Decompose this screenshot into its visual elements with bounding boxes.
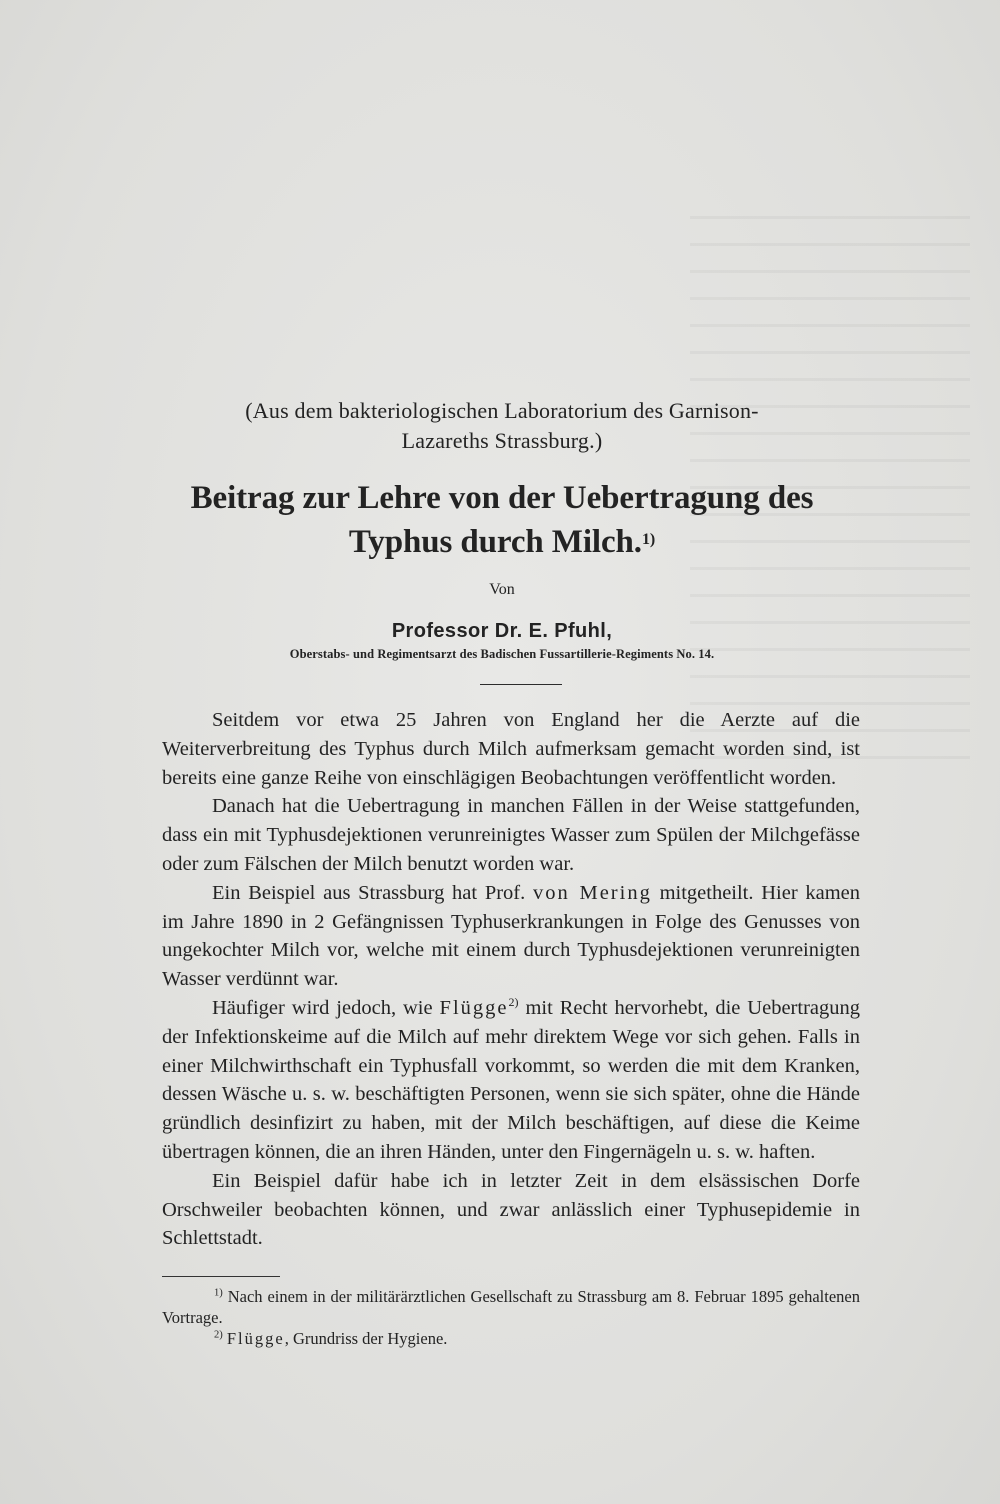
footnote-1-text: Nach einem in der militärärztlichen Gesellschaft zu Strassburg am 8. Februar 1895 gehaltenen Vortrage. <box>162 1287 860 1327</box>
title-footnote-mark: 1) <box>641 531 656 548</box>
body-paragraph-3-lead: Ein Beispiel aus Strassburg hat Prof. <box>212 881 526 904</box>
body-paragraph-4-rest: mit Recht hervorhebt, die Uebertragung der Infektionskeime auf die Milch auf mehr direktem Wege vor sich gehen. Falls in einer Milchwirthschaft ein Typhusfall vorkommt, so werden die mit dem Kranken, dessen Wäsche u. s. w. beschäftigten Personen, wenn sie sich später, ohne die Hände gründlich desinfizirt zu haben, mit der Milch beschäftigen, auf diese die Keime übertragen können, die an ihren Händen, unter den Fingernägeln u. s. w. haften. <box>162 996 860 1163</box>
body-paragraph-5: Ein Beispiel dafür habe ich in letzter Zeit in dem elsässischen Dorfe Orschweiler beobachten können, und zwar anlässlich einer Typhusepidemie in Schlettstadt. <box>162 1169 860 1250</box>
footnote-2-mark: 2) <box>214 1329 223 1341</box>
footnotes <box>162 1286 860 1349</box>
cited-author-von-mering: von Mering <box>533 881 652 904</box>
body-paragraph-1: Seitdem vor etwa 25 Jahren von England her die Aerzte auf die Weiterverbreitung des Typhus durch Milch aufmerksam gemacht worden sind, ist bereits eine ganze Reihe von einschlägigen Beobachtungen veröffentlicht worden. <box>162 709 860 789</box>
footnote-1 <box>162 1286 860 1328</box>
article-title-line-2-text: Typhus durch Milch. <box>348 524 642 560</box>
footnote-1-mark: 1) <box>214 1287 223 1299</box>
article-body <box>162 706 860 1253</box>
institution-header <box>160 396 844 456</box>
body-paragraph-3-rest: mitgetheilt. Hier kamen im Jahre 1890 in 2 Gefängnissen Typhuserkrankungen in Folge des Genusses von ungekochter Milch vor, welche mit einem durch Typhusdejektionen verunreinigten Wasser verdünnt war. <box>162 881 861 991</box>
body-paragraph-2: Danach hat die Uebertragung in manchen Fällen in der Weise stattgefunden, dass ein mit Typhusdejektionen verunreinigtes Wasser zum Spülen der Milchgefässe oder zum Fälschen der Milch benutzt worden war. <box>162 795 860 875</box>
body-paragraph-4-lead: Häufiger wird jedoch, wie <box>212 996 433 1019</box>
footnote-2 <box>162 1328 860 1349</box>
footnote-separator-rule <box>162 1276 280 1277</box>
body-paragraph-4 <box>162 994 860 1167</box>
author-name: Professor Dr. E. Pfuhl, <box>391 620 613 642</box>
footnote-2-author: Flügge <box>226 1329 285 1348</box>
footnote-2-text: , Grundriss der Hygiene. <box>284 1329 448 1348</box>
body-footnote-mark-2: 2) <box>508 995 519 1010</box>
institution-header-line-1: (Aus dem bakteriologischen Laboratorium des Garnison- <box>245 398 759 423</box>
article-title <box>160 476 844 564</box>
byline-von: Von <box>489 581 515 598</box>
title-separator-rule <box>480 684 562 685</box>
institution-header-line-2: Lazareths Strassburg.) <box>401 428 603 453</box>
article-title-line-2 <box>160 520 844 564</box>
body-paragraph-3 <box>162 879 860 994</box>
article-title-line-1: Beitrag zur Lehre von der Uebertragung des <box>190 480 814 516</box>
cited-author-fluegge: Flügge <box>439 996 509 1019</box>
author-affiliation: Oberstabs- und Regimentsarzt des Badischen Fussartillerie-Regiments No. 14. <box>289 647 715 661</box>
